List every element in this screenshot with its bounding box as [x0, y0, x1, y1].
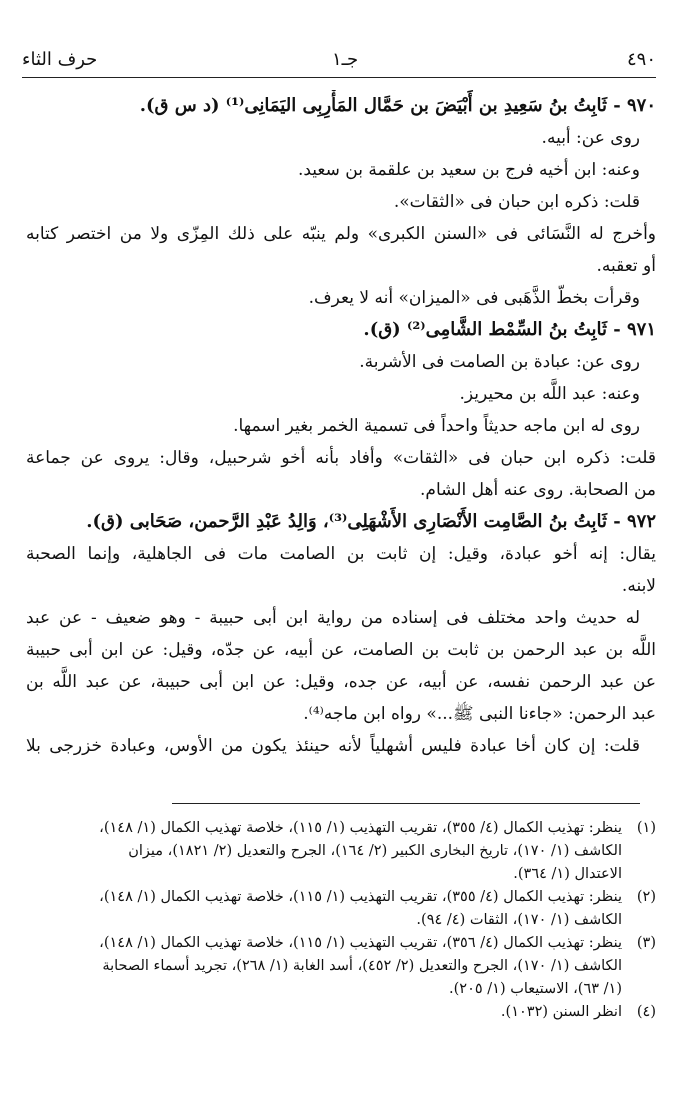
- footnote: [26, 886, 656, 932]
- footnote-number: (٢): [636, 889, 656, 905]
- section-title: حرف الثاء: [22, 49, 98, 70]
- text-line: عن عبد الرحمن نفسه، عن أبيه، عن جده، وقيل: عن ابن أبى حبيبة، عن عبد اللَّه بن: [26, 672, 656, 692]
- footnote-text: (١/ ٦٣)، الاستيعاب (١/ ٢٠٥).: [449, 981, 622, 997]
- footnote-text: الكاشف (١/ ١٧٠)، الثقات (٤/ ٩٤).: [416, 912, 622, 928]
- text-line: اللَّه بن عبد الرحمن بن ثابت بن الصامت، عن أبيه، عن جدّه، وقيل: عن ابن أبى حبيبة: [26, 640, 656, 660]
- footnote-text: ينظر: تهذيب الكمال (٤/ ٣٥٥)، تقريب التهذيب (١/ ١١٥)، خلاصة تهذيب الكمال (١/ ١٤٨)،: [99, 820, 622, 836]
- text-line: روى له ابن ماجه حديثاً واحداً فى تسمية الخمر بغير اسمها.: [233, 416, 640, 436]
- entry-heading: ٩٧١ - ثَابِتُ بنُ السِّمْط الشَّامِى⁽²⁾ (ق).: [363, 319, 656, 340]
- text-line: وقرأت بخطّ الذَّهَبى فى «الميزان» أنه لا يعرف.: [308, 288, 640, 308]
- footnotes: [26, 817, 656, 1024]
- entry-heading: ٩٧٢ - ثَابِتُ بنُ الصَّامِت الأَنْصَارِى الأَشْهَلِى⁽³⁾، وَالِدُ عَبْدِ الرَّحمن، صَحَابى (ق).: [86, 511, 656, 532]
- entry-heading: ٩٧٠ - ثَابِتُ بنُ سَعِيدِ بن أَبْيَضَ بن حَمَّال المَأْرِبِى اليَمَانِى⁽¹⁾ (د س ق).: [139, 95, 656, 116]
- volume-label: جـ١: [332, 49, 359, 70]
- text-line: من الصحابة. روى عنه أهل الشام.: [420, 480, 656, 500]
- text-line: قلت: ذكره ابن حبان فى «الثقات».: [393, 192, 640, 212]
- text-line: وعنه: ابن أخيه فرج بن سعيد بن علقمة بن سعيد.: [297, 160, 640, 180]
- footnote-text: ينظر: تهذيب الكمال (٤/ ٣٥٥)، تقريب التهذيب (١/ ١١٥)، خلاصة تهذيب الكمال (١/ ١٤٨)،: [99, 889, 622, 905]
- footnote-text: الاعتدال (١/ ٣٦٤).: [513, 866, 622, 882]
- text-line: قلت: ذكره ابن حبان فى «الثقات» وأفاد بأنه أخو شرحبيل، وقال: يروى عن جماعة: [26, 448, 656, 468]
- text-line: روى عن: أبيه.: [541, 128, 640, 148]
- text-line: وأخرج له النَّسَائى فى «السنن الكبرى» ولم ينبّه على ذلك المِزّى ولا من اختصر كتابه: [26, 224, 656, 244]
- footnote-text: الكاشف (١/ ١٧٠)، الجرح والتعديل (٢/ ٤٥٢)، أسد الغابة (١/ ٢٦٨)، تجريد أسماء الصحابة: [102, 958, 622, 974]
- footnote: [26, 932, 656, 1001]
- text-line: روى عن: عبادة بن الصامت فى الأشربة.: [359, 352, 640, 372]
- footnote-rule: [172, 803, 640, 804]
- text-line: له حديث واحد مختلف فى إسناده من رواية ابن أبى حبيبة - وهو ضعيف - عن عبد: [26, 608, 640, 628]
- footnote-number: (٣): [636, 935, 656, 951]
- text-line: وعنه: عبد اللَّه بن محيريز.: [459, 384, 640, 404]
- page-number: ٤٩٠: [626, 49, 656, 70]
- text-line: قلت: إن كان أخا عبادة فليس أشهلياً لأنه حينئذ يكون من الأوس، وعبادة خزرجى بلا: [26, 736, 640, 756]
- footnote-text: الكاشف (١/ ١٧٠)، تاريخ البخارى الكبير (٢/ ١٦٤)، الجرح والتعديل (٢/ ١٨٢١)، ميزان: [128, 843, 622, 859]
- text-line: لابنه.: [621, 576, 656, 596]
- header-rule: [22, 77, 656, 78]
- footnote: [26, 1001, 656, 1024]
- footnote-text: ينظر: تهذيب الكمال (٤/ ٣٥٦)، تقريب التهذيب (١/ ١١٥)، خلاصة تهذيب الكمال (١/ ١٤٨)،: [99, 935, 622, 951]
- footnote: [26, 817, 656, 886]
- footnote-number: (١): [636, 820, 656, 836]
- footnote-text: انظر السنن (١٠٣٢).: [500, 1004, 622, 1020]
- text-line: أو تعقبه.: [596, 256, 656, 276]
- footnote-number: (٤): [636, 1004, 656, 1020]
- page-header: [22, 34, 656, 68]
- text-line: يقال: إنه أخو عبادة، وقيل: إن ثابت بن الصامت مات فى الجاهلية، وإنما الصحبة: [26, 544, 656, 564]
- text-line: عبد الرحمن: «جاءنا النبى ﷺ...» رواه ابن ماجه⁽⁴⁾.: [303, 704, 656, 724]
- main-text: [26, 90, 656, 762]
